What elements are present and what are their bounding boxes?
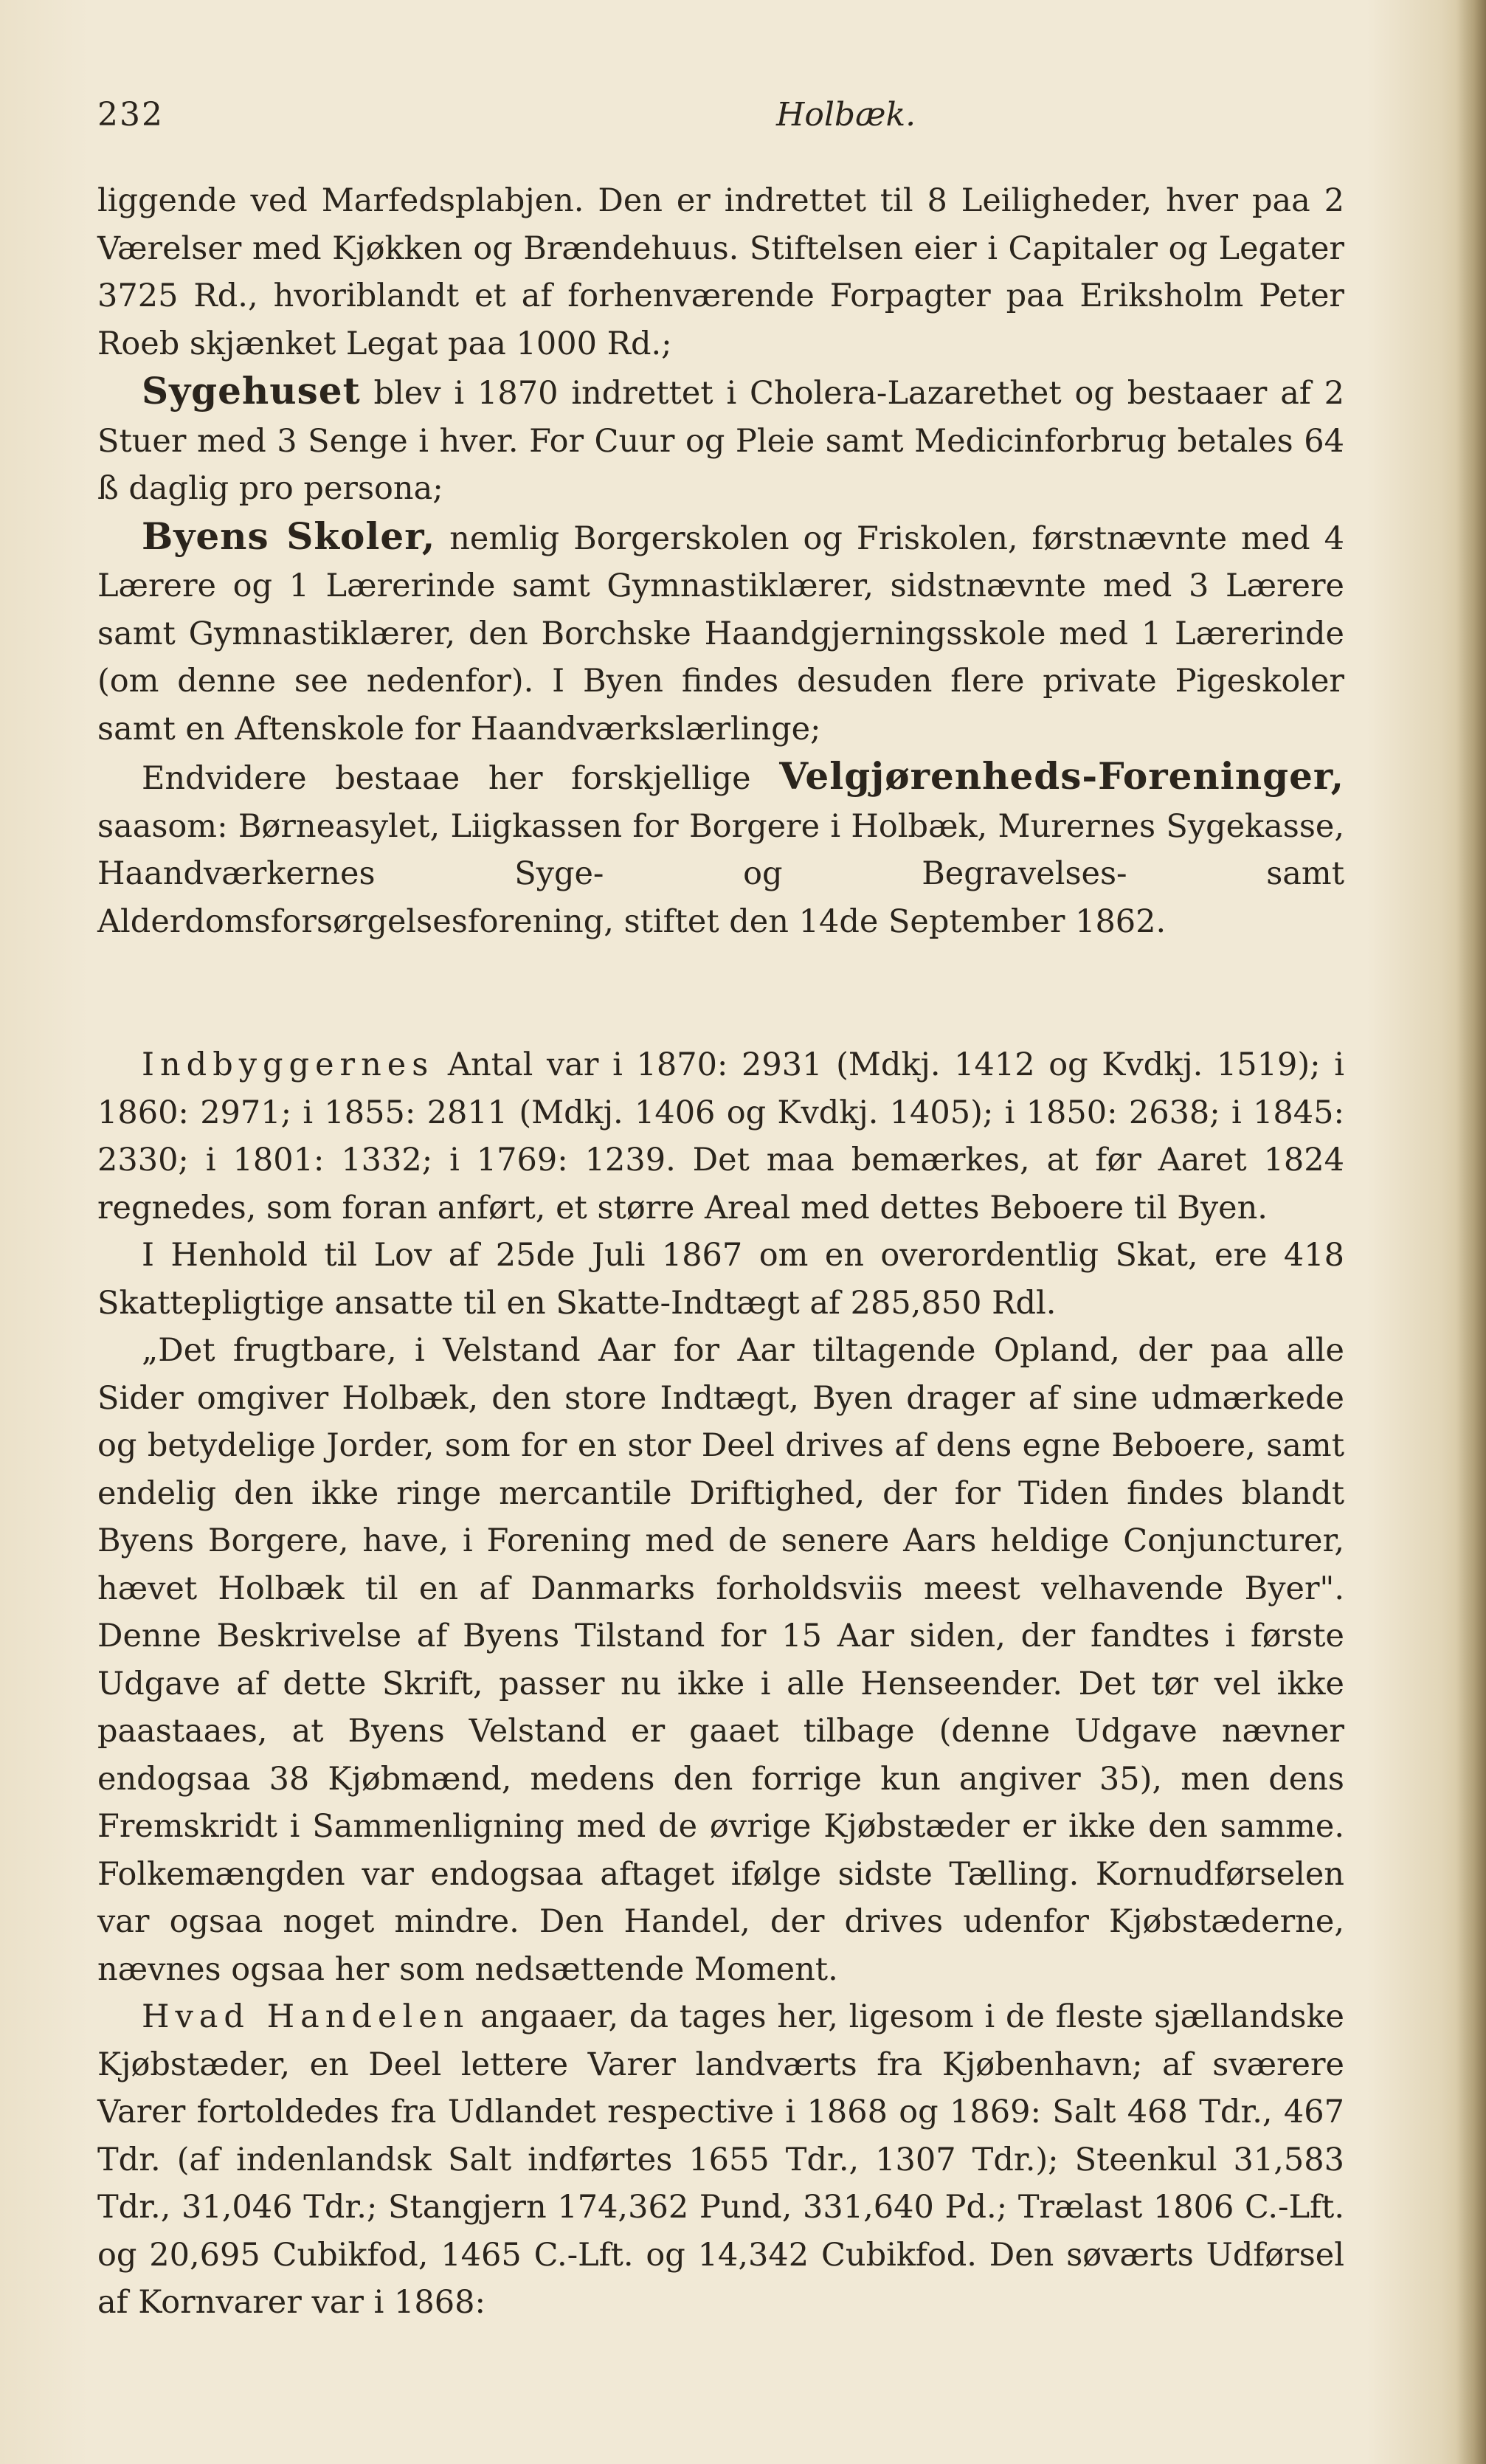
running-head: Holbæk. [776,96,916,134]
paragraph-text: blev i 1870 indrettet i Cholera-Lazarethet og bestaaer af 2 Stuer med 3 Senge i hver. For Cuur og Pleie samt Medicinforbrug betales 64 ß daglig pro persona; [97,375,1344,507]
paragraph-text: liggende ved Marfedsplabjen. Den er indrettet til 8 Leiligheder, hver paa 2 Værelser med Kjøkken og Brændehuus. Stiftelsen eier i Capitaler og Legater 3725 Rd., hvoriblandt et af forhenværende Forpagter paa Eriksholm Peter Roeb skjænket Legat paa 1000 Rd.; [97,182,1344,362]
section-gap [97,945,1344,1041]
page-number: 232 [97,96,164,134]
lead-word: Sygehuset [142,369,361,413]
page-edge-shadow [1456,0,1486,2464]
paragraph-text: saasom: Børneasylet, Liigkassen for Borgere i Holbæk, Murernes Sygekasse, Haandværkernes Syge- og Begravelses- samt Alderdomsforsørgelsesforening, stiftet den 14de September 1862. [97,807,1344,940]
lead-word: Hvad Handelen [142,1998,470,2035]
page-header [97,96,1425,148]
paragraph-text-pre: Endvidere bestaae her forskjellige [142,760,780,797]
paragraph-foreninger [97,753,1344,945]
lead-word: Velgjørenheds-Foreninger, [779,754,1344,798]
lead-word: Byens Skoler, [142,514,436,558]
paragraph-stiftelse [97,177,1344,367]
paragraph-skat [97,1232,1344,1327]
paragraph-skoler [97,513,1344,753]
paragraph-text: nemlig Borgerskolen og Friskolen, førstnævnte med 4 Lærere og 1 Lærerinde samt Gymnastiklærer, sidstnævnte med 3 Lærere samt Gymnastiklærer, den Borchske Haandgjerningsskole med 1 Lærerinde (om denne see nedenfor). I Byen findes desuden flere private Pigeskoler samt en Aftenskole for Haandværkslærlinge; [97,520,1344,748]
paragraph-handel [97,1993,1344,2327]
paragraph-indbyggere [97,1041,1344,1232]
paragraph-sygehuset [97,367,1344,513]
paragraph-text: „Det frugtbare, i Velstand Aar for Aar tiltagende Opland, der paa alle Sider omgiver Holbæk, den store Indtægt, Byen drager af sine udmærkede og betydelige Jorder, som for en stor Deel drives af dens egne Beboere, samt endelig den ikke ringe mercantile Driftighed, der for Tiden findes blandt Byens Borgere, have, i Forening med de senere Aars heldige Conjuncturer, hævet Holbæk til en af Danmarks forholdsviis meest velhavende Byer". Denne Beskrivelse af Byens Tilstand for 15 Aar siden, der fandtes i første Udgave af dette Skrift, passer nu ikke i alle Henseender. Det tør vel ikke paastaaes, at Byens Velstand er gaaet tilbage (denne Udgave nævner endogsaa 38 Kjøbmænd, medens den forrige kun angiver 35), men dens Fremskridt i Sammenligning med de øvrige Kjøbstæder er ikke den samme. Folkemængden var endogsaa aftaget ifølge sidste Tælling. Kornudførselen var ogsaa noget mindre. Den Handel, der drives udenfor Kjøbstæderne, nævnes ogsaa her som nedsættende Moment. [97,1332,1344,1988]
paragraph-text: I Henhold til Lov af 25de Juli 1867 om en overordentlig Skat, ere 418 Skattepligtige ansatte til en Skatte-Indtægt af 285,850 Rdl. [97,1237,1344,1322]
lead-word: Indbyggernes [142,1046,435,1083]
paragraph-text: angaaer, da tages her, ligesom i de fleste sjællandske Kjøbstæder, en Deel lettere Varer landværts fra Kjøbenhavn; af sværere Varer fortoldedes fra Udlandet respective i 1868 og 1869: Salt 468 Tdr., 467 Tdr. (af indenlandsk Salt indførtes 1655 Tdr., 1307 Tdr.); Steenkul 31,583 Tdr., 31,046 Tdr.; Stangjern 174,362 Pund, 331,640 Pd.; Trælast 1806 C.-Lft. og 20,695 Cubikfod, 1465 C.-Lft. og 14,342 Cubikfod. Den søværts Udførsel af Kornvarer var i 1868: [97,1998,1344,2321]
body-text [97,177,1344,2327]
paragraph-text: Antal var i 1870: 2931 (Mdkj. 1412 og Kvdkj. 1519); i 1860: 2971; i 1855: 2811 (Mdkj. 1406 og Kvdkj. 1405); i 1850: 2638; i 1845: 2330; i 1801: 1332; i 1769: 1239. Det maa bemærkes, at før Aaret 1824 regnedes, som foran anført, et større Areal med dettes Beboere til Byen. [97,1046,1344,1226]
paragraph-quote [97,1327,1344,1993]
